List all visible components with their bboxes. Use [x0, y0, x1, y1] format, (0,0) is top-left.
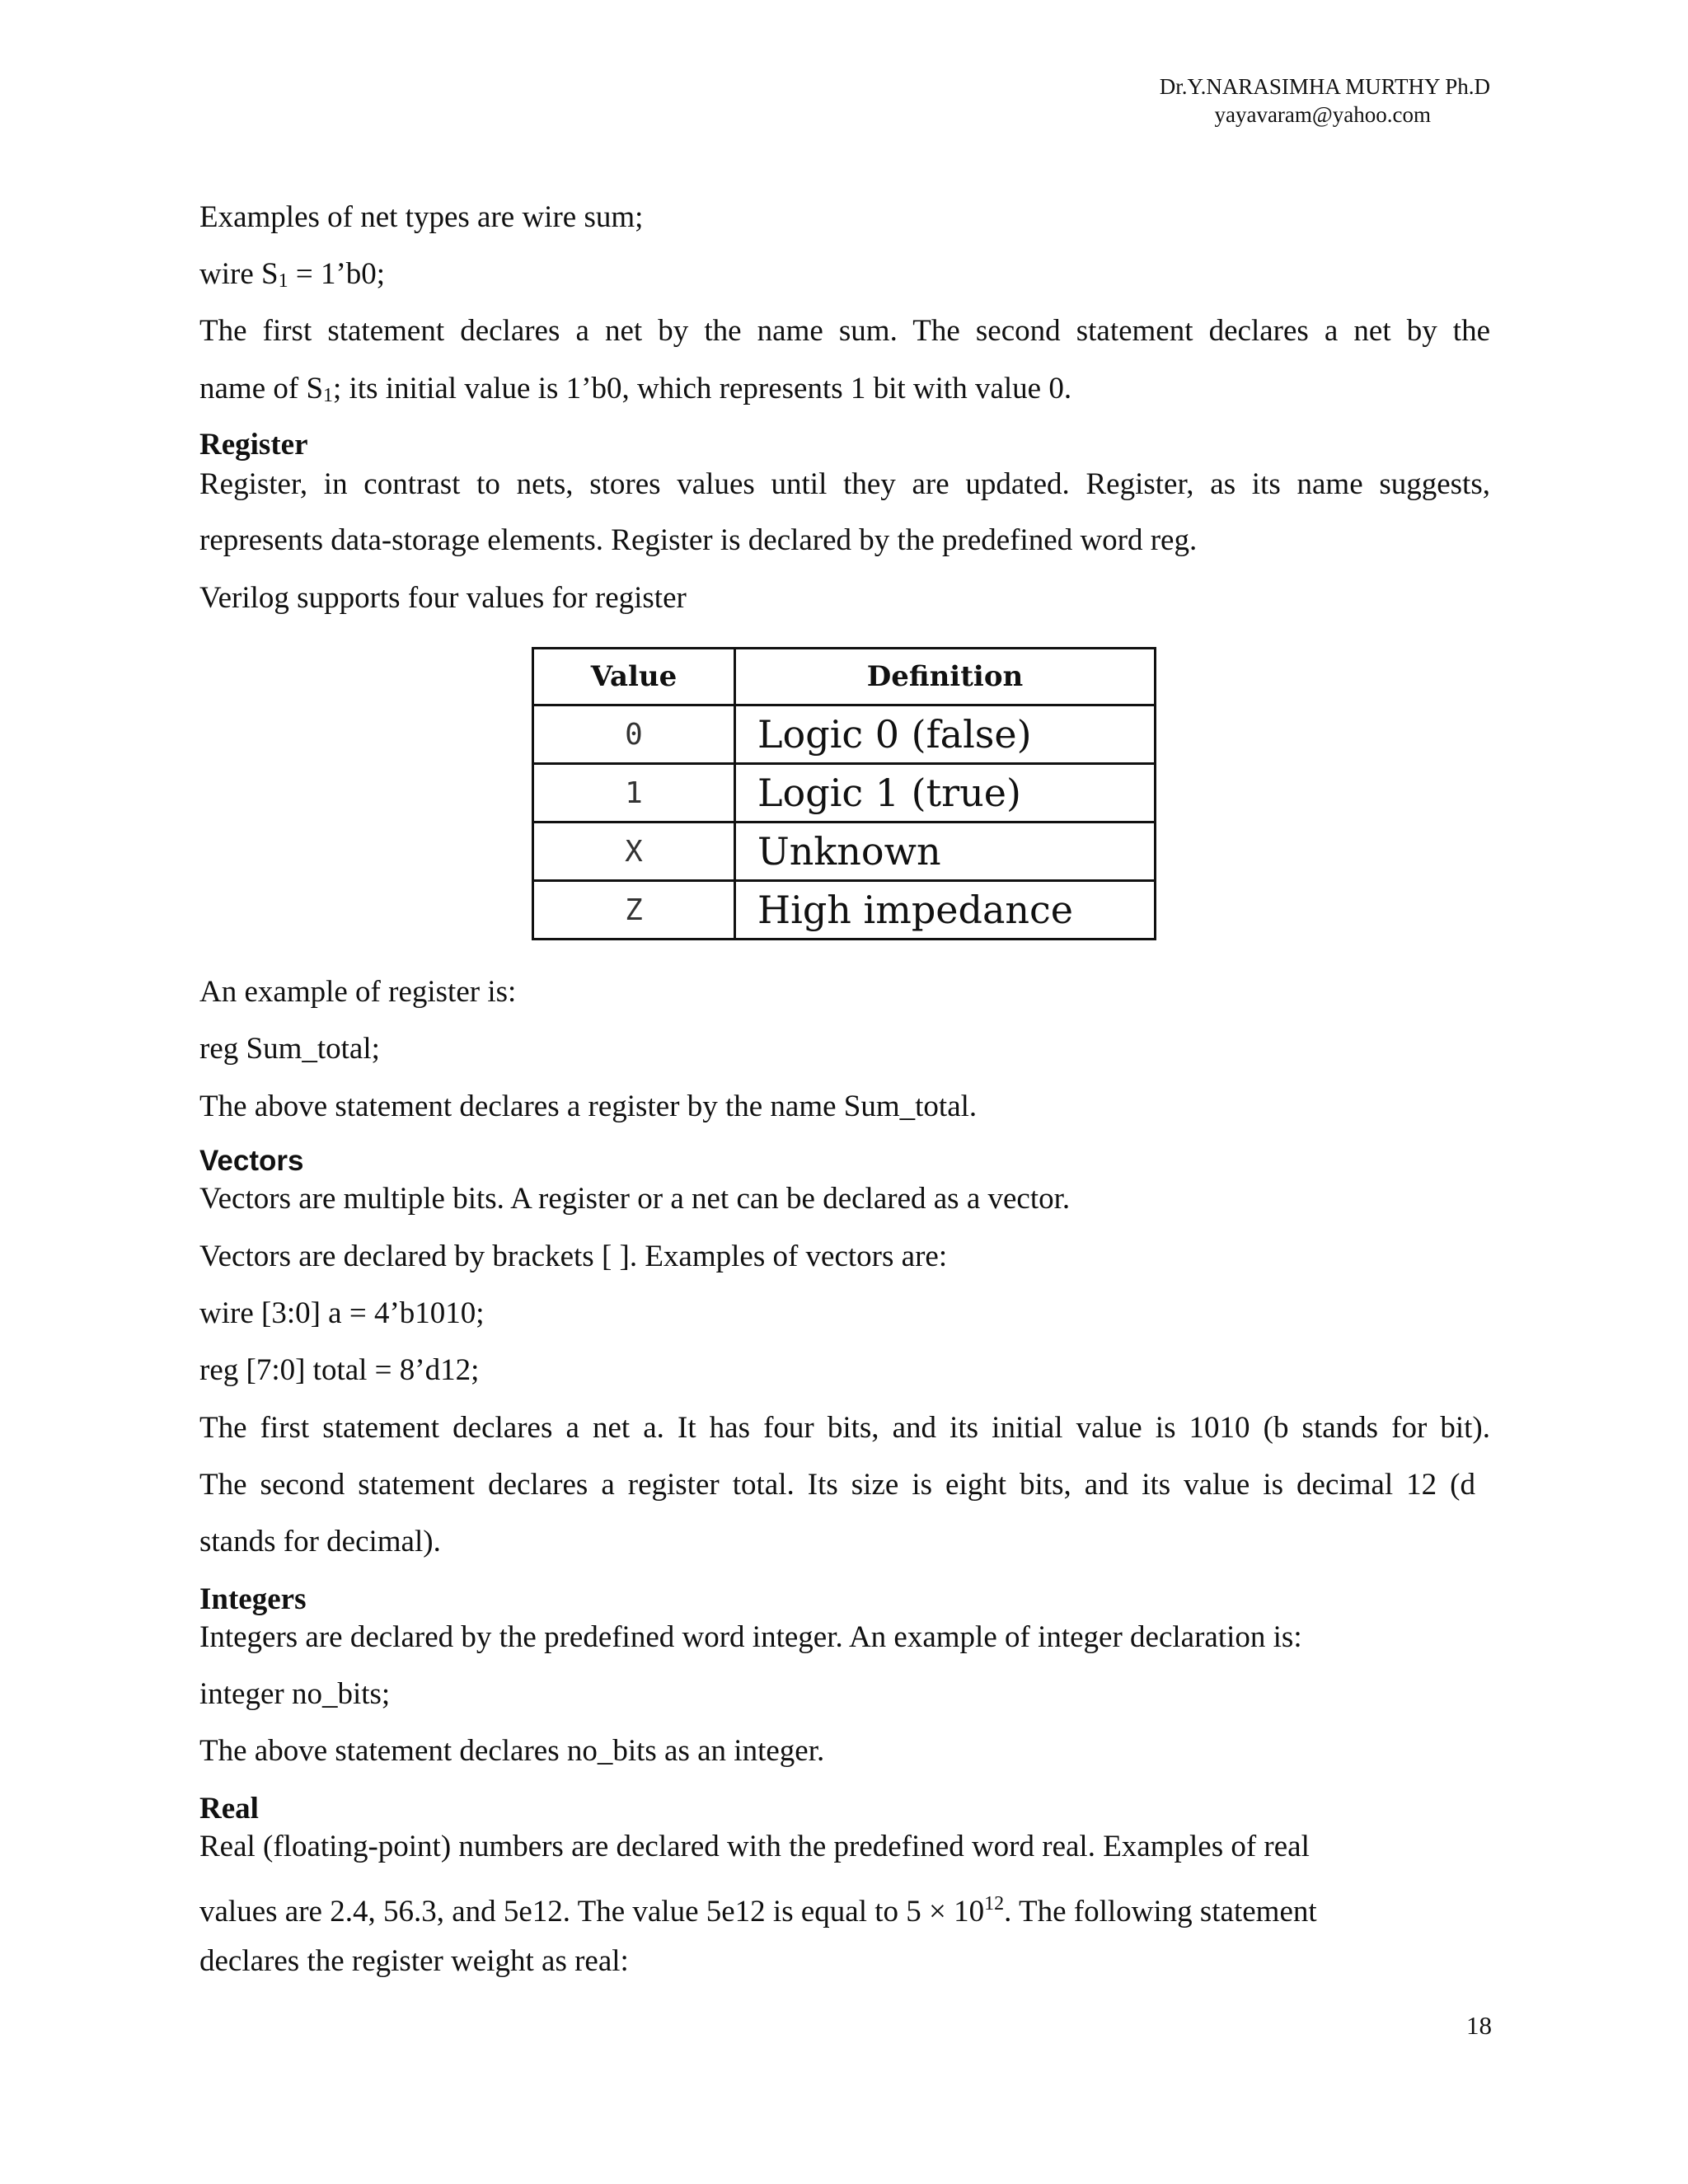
real-line2-superscript: 12 — [984, 1893, 1005, 1915]
integers-code: integer no_bits; — [199, 1677, 391, 1711]
code-wire-s1 — [199, 255, 385, 301]
paragraph-line2-suffix: ; its initial value is 1’b0, which represents 1 bit with value 0. — [333, 372, 1072, 405]
integers-line3: The above statement declares no_bits as an integer. — [199, 1734, 825, 1768]
table-row — [533, 823, 1156, 881]
table-row — [533, 705, 1156, 764]
vectors-line2: Vectors are declared by brackets [ ]. Examples of vectors are: — [199, 1240, 948, 1273]
real-line2-prefix: values are 2.4, 56.3, and 5e12. The value 5e12 is equal to 5 × 10 — [199, 1895, 985, 1929]
page-number: 18 — [1466, 2011, 1492, 2040]
real-line2 — [199, 1884, 1317, 1932]
heading-register: Register — [199, 428, 308, 462]
table-cell-value: 0 — [533, 705, 735, 764]
table-row — [533, 764, 1156, 823]
table-header-definition: Definition — [735, 649, 1156, 705]
table-header-value: Value — [533, 649, 735, 705]
heading-integers: Integers — [199, 1582, 307, 1616]
register-example-code: reg Sum_total; — [199, 1032, 380, 1066]
code-wire-s1-prefix: wire S — [199, 257, 279, 291]
table-cell-value: 1 — [533, 764, 735, 823]
register-example-line1: An example of register is: — [199, 975, 517, 1009]
heading-vectors: Vectors — [199, 1145, 304, 1177]
paragraph-first-statement-line2 — [199, 369, 1071, 415]
paragraph-net-examples: Examples of net types are wire sum; — [199, 200, 644, 234]
code-wire-s1-subscript: 1 — [278, 270, 288, 292]
paragraph-line2-subscript: 1 — [323, 385, 334, 406]
table-cell-value: Z — [533, 881, 735, 940]
vectors-code-reg: reg [7:0] total = 8’d12; — [199, 1353, 480, 1387]
table-row — [533, 881, 1156, 940]
table-cell-definition: Logic 1 (true) — [735, 764, 1156, 823]
integers-line1: Integers are declared by the predefined word integer. An example of integer declaration is: — [199, 1620, 1302, 1654]
real-line2-suffix: . The following statement — [1004, 1895, 1317, 1929]
register-paragraph-line1: Register, in contrast to nets, stores values until they are updated. Register, as its name suggests, — [199, 467, 1490, 501]
register-example-line3: The above statement declares a register by the name Sum_total. — [199, 1090, 978, 1123]
vectors-line6: The second statement declares a register total. Its size is eight bits, and its value is decimal 12 (d — [199, 1468, 1475, 1502]
real-line3: declares the register weight as real: — [199, 1944, 629, 1978]
paragraph-first-statement-line1: The first statement declares a net by the name sum. The second statement declares a net by the — [199, 314, 1490, 348]
author-email: yayavaram@yahoo.com — [1214, 102, 1431, 127]
register-paragraph-line3: Verilog supports four values for register — [199, 581, 687, 615]
vectors-line5: The first statement declares a net a. It has four bits, and its initial value is 1010 (b stands for bit). — [199, 1411, 1490, 1445]
vectors-line1: Vectors are multiple bits. A register or a net can be declared as a vector. — [199, 1182, 1071, 1216]
table-cell-definition: Logic 0 (false) — [735, 705, 1156, 764]
register-values-table — [532, 647, 1156, 940]
code-wire-s1-suffix: = 1’b0; — [288, 257, 386, 291]
register-paragraph-line2: represents data-storage elements. Register is declared by the predefined word reg. — [199, 523, 1198, 557]
real-line1: Real (floating-point) numbers are declared with the predefined word real. Examples of real — [199, 1830, 1310, 1863]
table-cell-definition: High impedance — [735, 881, 1156, 940]
vectors-line7: stands for decimal). — [199, 1525, 441, 1558]
table-header-row — [533, 649, 1156, 705]
paragraph-line2-prefix: name of S — [199, 372, 324, 405]
vectors-code-wire: wire [3:0] a = 4’b1010; — [199, 1296, 485, 1330]
heading-real: Real — [199, 1792, 259, 1825]
page-header — [996, 73, 1490, 129]
table-cell-value: X — [533, 823, 735, 881]
table-cell-definition: Unknown — [735, 823, 1156, 881]
author-name: Dr.Y.NARASIMHA MURTHY Ph.D — [1159, 74, 1490, 99]
